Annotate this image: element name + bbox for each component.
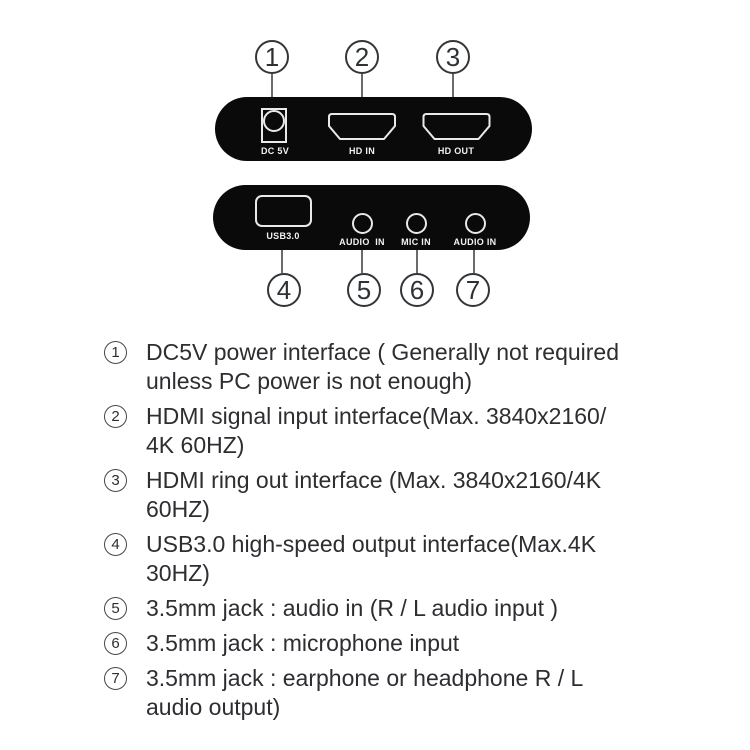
legend-item-text [146, 594, 688, 623]
legend-item [104, 664, 688, 722]
legend-item-text [146, 530, 688, 588]
audio-out-jack-label: AUDIO IN [453, 237, 497, 247]
legend-item-number: 1 [104, 341, 127, 364]
legend-line: 3.5mm jack : earphone or headphone R / L [146, 665, 584, 691]
legend-item [104, 594, 688, 623]
legend-line: USB3.0 high-speed output interface(Max.4K [146, 531, 597, 557]
legend-item-number-column [104, 338, 146, 396]
audio-in-jack [352, 213, 373, 234]
leader-line-6 [416, 250, 418, 273]
mic-in-jack-label: MIC IN [401, 237, 431, 247]
legend-item-number: 5 [104, 597, 127, 620]
audio-in-jack-label: AUDIO IN [339, 237, 385, 247]
hdmi-in-port [327, 113, 397, 141]
legend-item-text [146, 466, 688, 524]
legend-line: audio output) [146, 694, 281, 720]
callout-1: 1 [255, 40, 289, 74]
hdmi-out-port [420, 113, 493, 141]
legend-item-text [146, 629, 688, 658]
legend-line: 4K 60HZ) [146, 432, 245, 458]
legend-item-number-column [104, 664, 146, 722]
legend-line: 3.5mm jack : audio in (R / L audio input ) [146, 595, 559, 621]
legend-item-number: 7 [104, 667, 127, 690]
dc-port-label: DC 5V [260, 146, 290, 156]
legend-item-number-column [104, 594, 146, 623]
legend-line: unless PC power is not enough) [146, 368, 473, 394]
leader-line-5 [361, 250, 363, 273]
legend-item-text [146, 402, 688, 460]
callout-2: 2 [345, 40, 379, 74]
leader-line-4 [281, 250, 283, 273]
legend-item-number: 3 [104, 469, 127, 492]
legend-line: 3.5mm jack : microphone input [146, 630, 460, 656]
legend-line: DC5V power interface ( Generally not required [146, 339, 620, 365]
callout-5: 5 [347, 273, 381, 307]
legend-item-number-column [104, 466, 146, 524]
legend-item-number-column [104, 402, 146, 460]
hdmi-out-label: HD OUT [437, 146, 475, 156]
legend-item [104, 530, 688, 588]
legend-item-number-column [104, 530, 146, 588]
legend-item [104, 338, 688, 396]
legend-line: HDMI signal input interface(Max. 3840x2160/ [146, 403, 607, 429]
legend-line: HDMI ring out interface (Max. 3840x2160/4K [146, 467, 602, 493]
legend-item-text [146, 338, 688, 396]
usb3-port [255, 195, 312, 227]
leader-line-7 [473, 250, 475, 273]
legend-line: 60HZ) [146, 496, 210, 522]
legend-item-number-column [104, 629, 146, 658]
dc-power-pin-icon [263, 110, 285, 132]
mic-in-jack [406, 213, 427, 234]
legend-item-number: 4 [104, 533, 127, 556]
leader-line-3 [452, 74, 454, 97]
legend-line: 30HZ) [146, 560, 210, 586]
hdmi-in-label: HD IN [349, 146, 375, 156]
legend-item [104, 466, 688, 524]
usb3-label: USB3.0 [266, 231, 300, 241]
legend-item [104, 629, 688, 658]
legend-item-number: 2 [104, 405, 127, 428]
device-back-panel [213, 185, 530, 250]
legend-item-text [146, 664, 688, 722]
callout-3: 3 [436, 40, 470, 74]
legend-item-number: 6 [104, 632, 127, 655]
legend-item [104, 402, 688, 460]
leader-line-2 [361, 74, 363, 97]
callout-7: 7 [456, 273, 490, 307]
audio-out-jack [465, 213, 486, 234]
legend-list [104, 338, 688, 728]
callout-6: 6 [400, 273, 434, 307]
device-front-panel [215, 97, 532, 161]
leader-line-1 [271, 74, 273, 97]
callout-4: 4 [267, 273, 301, 307]
